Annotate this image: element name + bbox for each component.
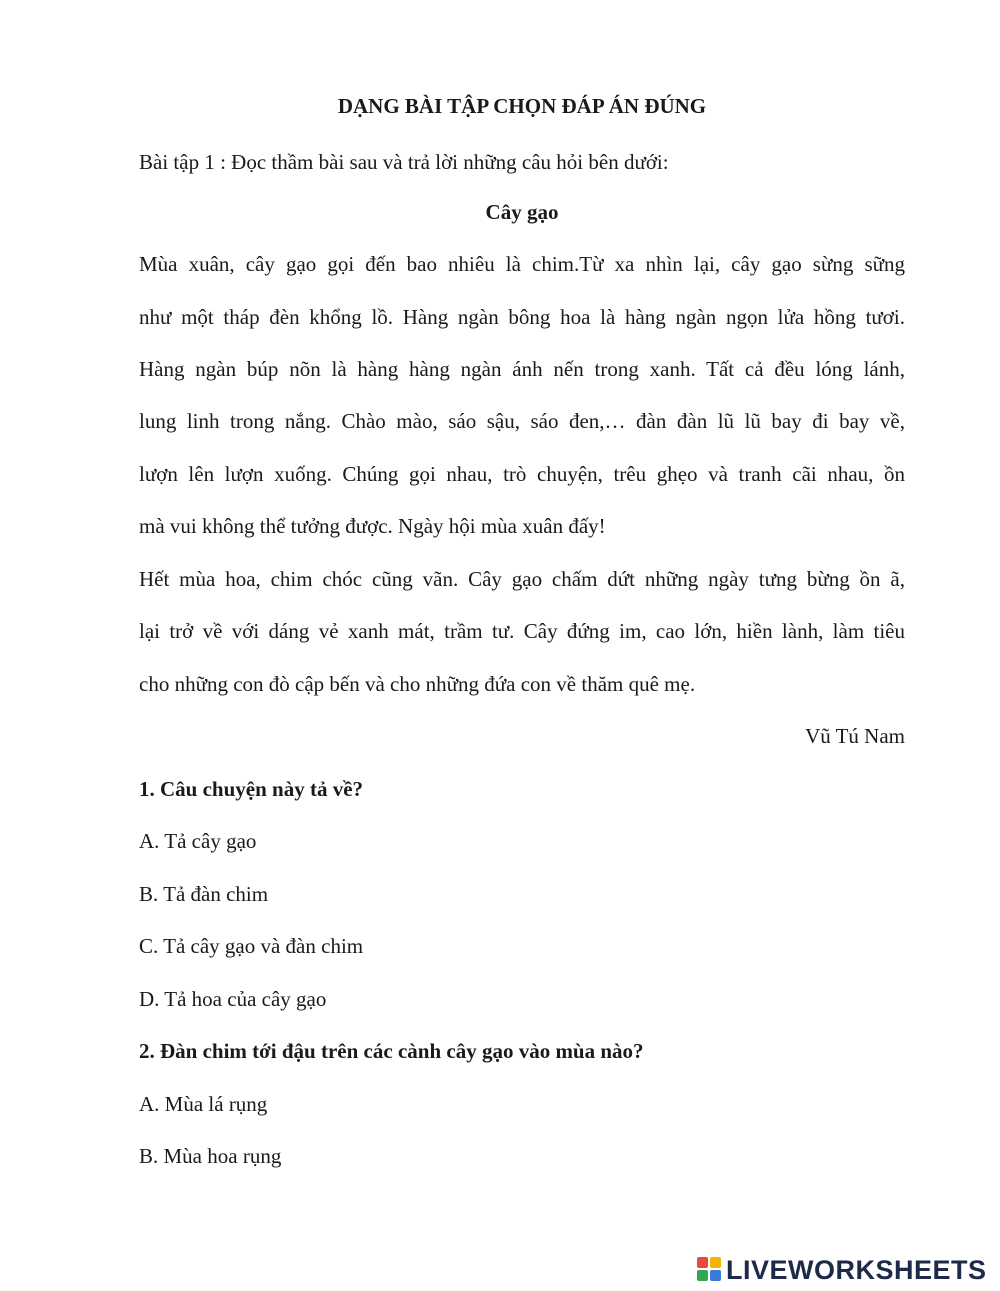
answer-option[interactable]: D. Tả hoa của cây gạo: [139, 987, 327, 1011]
answer-option[interactable]: C. Tả cây gạo và đàn chim: [139, 934, 364, 958]
answer-option[interactable]: A. Mùa lá rụng: [139, 1092, 268, 1116]
question-text: 1. Câu chuyện này tả về?: [139, 777, 364, 801]
paragraph-line: lượn lên lượn xuống. Chúng gọi nhau, trò chuyện, trêu ghẹo và tranh cãi nhau, ồn: [139, 462, 905, 486]
logo-square-red: [697, 1257, 708, 1268]
exercise-instruction: Bài tập 1 : Đọc thầm bài sau và trả lời những câu hỏi bên dưới:: [139, 150, 669, 174]
worksheet-heading: DẠNG BÀI TẬP CHỌN ĐÁP ÁN ĐÚNG: [337, 94, 707, 118]
paragraph-line: lại trở về với dáng vẻ xanh mát, trầm tư. Cây đứng im, cao lớn, hiền lành, làm tiêu: [139, 619, 905, 643]
answer-option[interactable]: B. Tả đàn chim: [139, 882, 269, 906]
logo-square-yellow: [710, 1257, 721, 1268]
question-text: 2. Đàn chim tới đậu trên các cành cây gạo vào mùa nào?: [139, 1039, 644, 1063]
logo-text: LIVEWORKSHEETS: [726, 1254, 987, 1285]
paragraph-line: lung linh trong nắng. Chào mào, sáo sậu, sáo đen,… đàn đàn lũ lũ bay đi bay về,: [139, 409, 905, 433]
answer-option[interactable]: A. Tả cây gạo: [139, 829, 257, 853]
story-author: Vũ Tú Nam: [805, 724, 905, 748]
liveworksheets-logo[interactable]: [697, 1255, 987, 1285]
paragraph-line: Hàng ngàn búp nõn là hàng hàng ngàn ánh nến trong xanh. Tất cả đều lóng lánh,: [139, 357, 905, 381]
paragraph-line: Mùa xuân, cây gạo gọi đến bao nhiêu là chim.Từ xa nhìn lại, cây gạo sừng sững: [139, 252, 905, 276]
paragraph-line: như một tháp đèn khổng lồ. Hàng ngàn bông hoa là hàng ngàn ngọn lửa hồng tươi.: [139, 305, 905, 329]
logo-square-blue: [710, 1270, 721, 1281]
liveworksheets-logo-icon: [697, 1257, 723, 1283]
story-title: Cây gạo: [485, 200, 559, 224]
paragraph-line: cho những con đò cập bến và cho những đứa con về thăm quê mẹ.: [139, 672, 696, 696]
logo-square-green: [697, 1270, 708, 1281]
paragraph-line: Hết mùa hoa, chim chóc cũng vãn. Cây gạo chấm dứt những ngày tưng bừng ồn ã,: [139, 567, 905, 591]
paragraph-line: mà vui không thể tưởng được. Ngày hội mùa xuân đấy!: [139, 514, 606, 538]
answer-option[interactable]: B. Mùa hoa rụng: [139, 1144, 282, 1168]
